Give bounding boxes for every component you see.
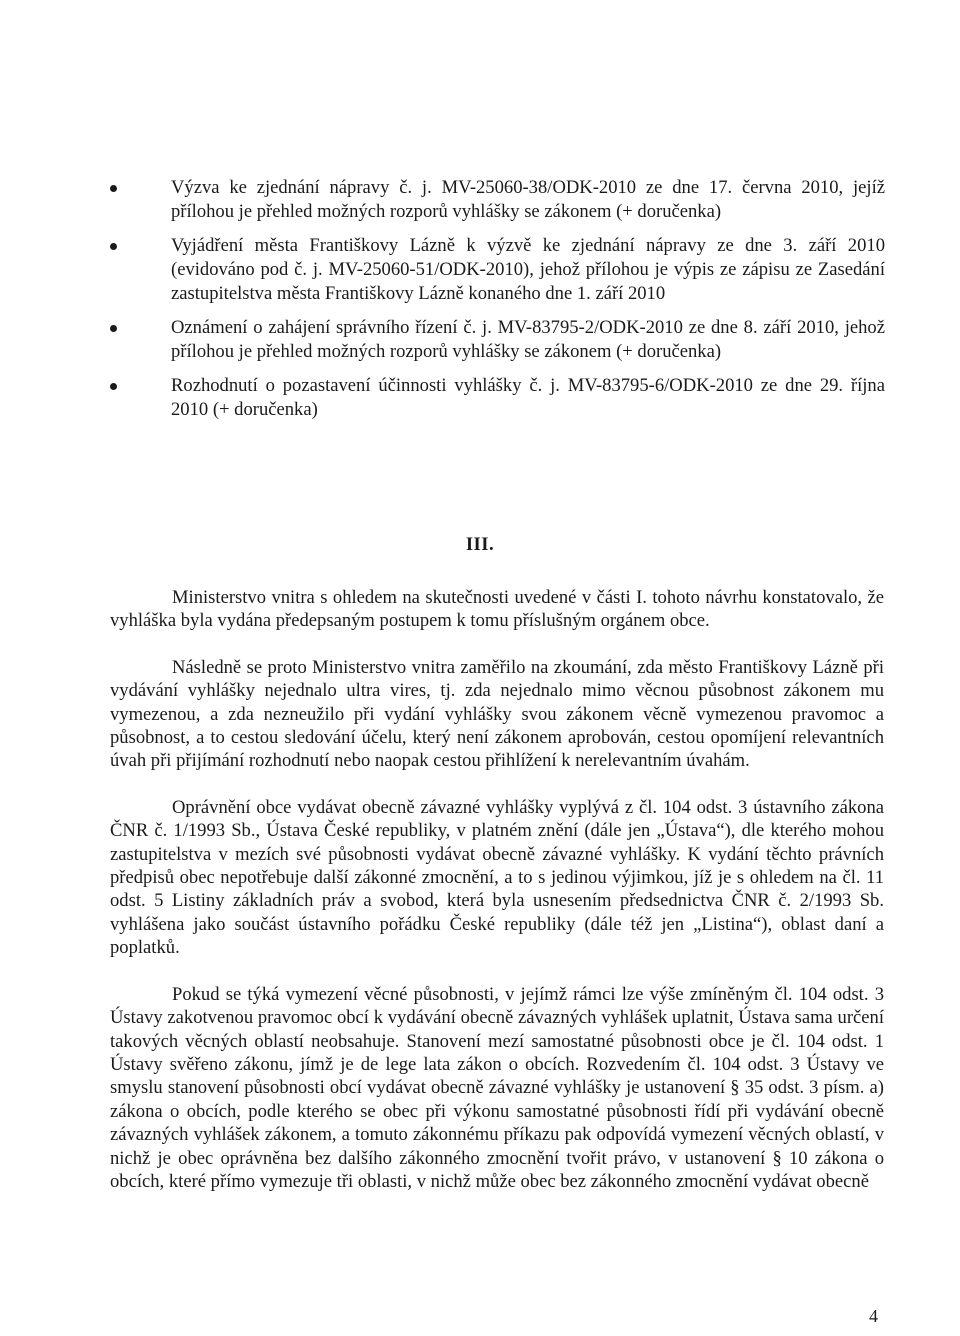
list-item-text: Vyjádření města Františkovy Lázně k výzvě ke zjednání nápravy ze dne 3. září 2010 (evidováno pod č. j. MV-25060-51/ODK-2010), jehož přílohou je výpis ze zápisu ze Zasedání zastupitelstva města Františkovy Lázně konaného dne 1. září 2010	[171, 235, 885, 304]
paragraph: Ministerstvo vnitra s ohledem na skutečnosti uvedené v části I. tohoto návrhu konstatovalo, že vyhláška byla vydána předepsaným postupem k tomu příslušným orgánem obce.	[110, 587, 884, 632]
bullet-icon	[110, 243, 117, 250]
page-number: 4	[869, 1306, 878, 1326]
paragraph: Oprávnění obce vydávat obecně závazné vyhlášky vyplývá z čl. 104 odst. 3 ústavního zákona ČNR č. 1/1993 Sb., Ústava České republiky, v platném znění (dále jen „Ústava“), dle kterého mohou zastupitelstva v mezích své působnosti vydávat obecně závazné vyhlášky. K vydání těchto právních předpisů obec nepotřebuje další zákonné zmocnění, a to s jedinou výjimkou, jíž je s ohledem na čl. 11 odst. 5 Listiny základních práv a svobod, která byla usnesením předsednictva ČNR č. 2/1993 Sb. vyhlášena jako součást ústavního pořádku České republiky (dále též jen „Listina“), oblast daní a poplatků.	[110, 796, 884, 959]
bullet-icon	[110, 325, 117, 332]
body-text	[110, 586, 884, 1216]
bullet-icon	[110, 185, 117, 192]
list-item-text: Výzva ke zjednání nápravy č. j. MV-25060-38/ODK-2010 ze dne 17. června 2010, jejíž přílohou je přehled možných rozporů vyhlášky se zákonem (+ doručenka)	[171, 177, 885, 222]
paragraph: Následně se proto Ministerstvo vnitra zaměřilo na zkoumání, zda město Františkovy Lázně při vydávání vyhlášky nejednalo ultra vires, tj. zda nejednalo mimo věcnou působnost zákonem mu vymezenou, a zda nezneužilo při vydání vyhlášky svou zákonem věcně vymezenou pravomoc a působnost, a to cestou sledování účelu, který není zákonem aprobován, cestou opomíjení relevantních úvah při přijímání rozhodnutí nebo naopak cestou přihlížení k nerelevantním úvahám.	[110, 656, 884, 772]
list-item-text: Rozhodnutí o pozastavení účinnosti vyhlášky č. j. MV-83795-6/ODK-2010 ze dne 29. října 2010 (+ doručenka)	[171, 375, 885, 420]
bullet-icon	[110, 383, 117, 390]
attachments-list	[110, 176, 885, 432]
list-item	[110, 316, 885, 364]
list-item	[110, 234, 885, 306]
list-item	[110, 374, 885, 422]
section-heading: III.	[465, 534, 495, 555]
paragraph: Pokud se týká vymezení věcné působnosti, v jejímž rámci lze výše zmíněným čl. 104 odst. 3 Ústavy zakotvenou pravomoc obcí k vydávání obecně závazných vyhlášek uplatnit, Ústava sama určení takových věcných oblastí neobsahuje. Stanovení mezí samostatné působnosti obce je čl. 104 odst. 1 Ústavy svěřeno zákonu, jímž je de lege lata zákon o obcích. Rozvedením čl. 104 odst. 3 Ústavy ve smyslu stanovení působnosti obcí vydávat obecně závazné vyhlášky je ustanovení § 35 odst. 3 písm. a) zákona o obcích, podle kterého se obec při výkonu samostatné působnosti řídí při vydávání obecně závazných vyhlášek zákonem, a tomuto zákonnému příkazu pak odpovídá vymezení věcných oblastí, v nichž je obec oprávněna bez dalšího zákonného zmocnění tvořit právo, v ustanovení § 10 zákona o obcích, které přímo vymezuje tři oblasti, v nichž může obec bez zákonného zmocnění vydávat obecně	[110, 983, 884, 1192]
list-item-text: Oznámení o zahájení správního řízení č. j. MV-83795-2/ODK-2010 ze dne 8. září 2010, jehož přílohou je přehled možných rozporů vyhlášky se zákonem (+ doručenka)	[171, 317, 885, 362]
list-item	[110, 176, 885, 224]
